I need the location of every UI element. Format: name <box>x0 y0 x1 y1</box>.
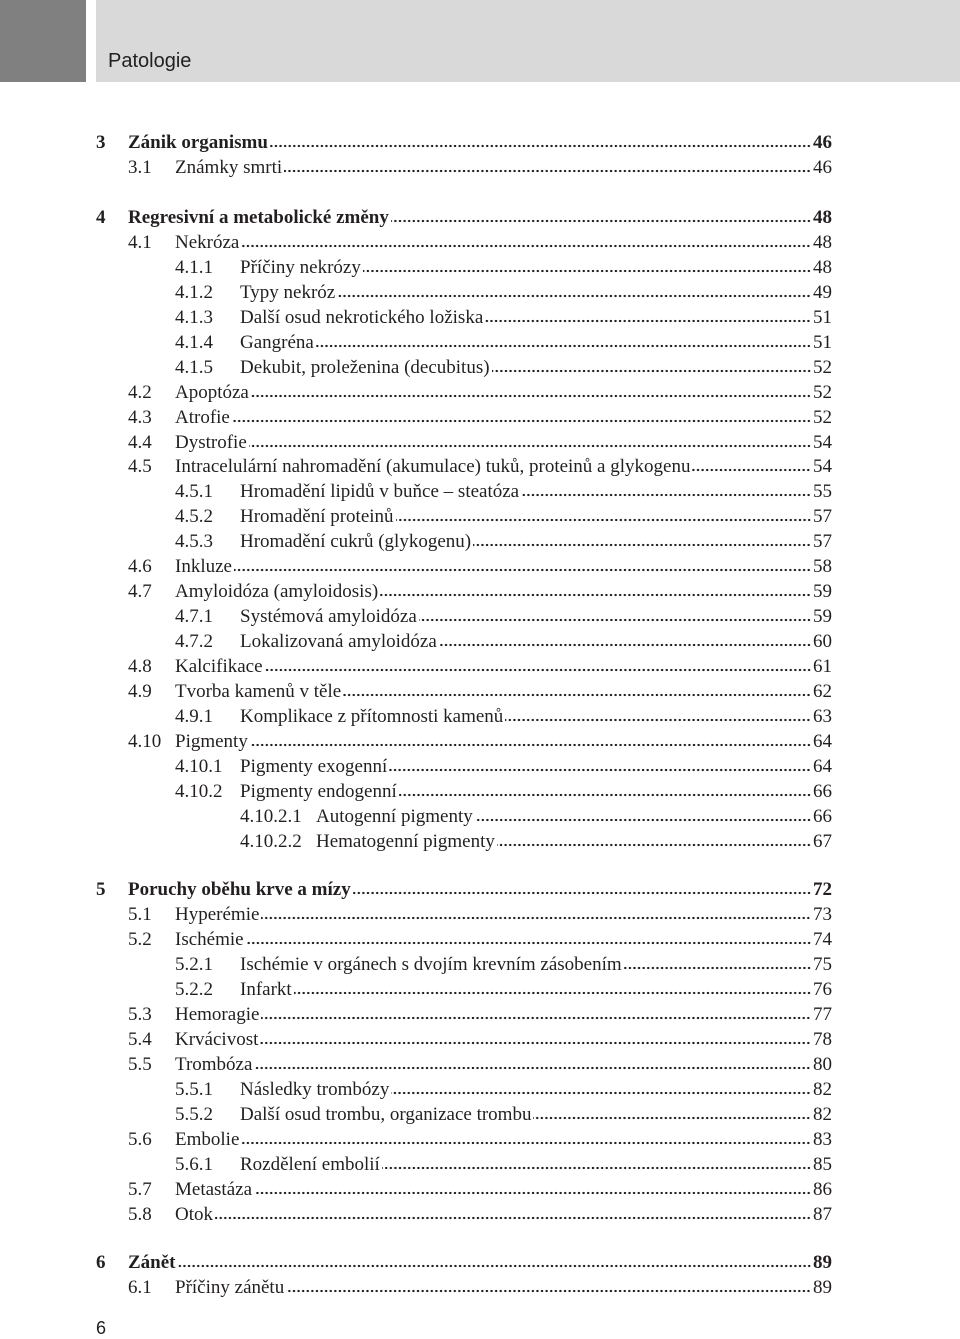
toc-entry <box>175 330 832 355</box>
dot-leader <box>286 1289 811 1293</box>
toc-entry-page: 58 <box>813 556 832 577</box>
dot-leader <box>261 916 811 920</box>
dot-leader <box>265 668 811 672</box>
toc-entry-number: 5.3 <box>128 1004 152 1025</box>
dot-leader <box>260 1041 811 1045</box>
toc-entry-page: 66 <box>813 806 832 827</box>
toc-entry <box>128 430 832 455</box>
toc-entry <box>175 280 832 305</box>
toc-entry <box>128 1027 832 1052</box>
toc-entry-title: Nekróza <box>175 232 240 253</box>
toc-entry-title: Inkluze <box>175 556 232 577</box>
toc-entry-title: Ischémie v orgánech s dvojím krevním zásobením <box>240 954 622 975</box>
toc-entry <box>175 629 832 654</box>
toc-entry <box>175 704 832 729</box>
dot-leader <box>284 169 811 173</box>
toc-entry-title: Pigmenty exogenní <box>240 756 388 777</box>
toc-entry-title: Hematogenní pigmenty <box>316 831 495 852</box>
toc-entry-title: Autogenní pigmenty <box>316 806 473 827</box>
toc-entry-title: Následky trombózy <box>240 1079 390 1100</box>
toc-entry-number: 4 <box>96 207 106 228</box>
toc-entry-page: 64 <box>813 756 832 777</box>
dot-leader <box>241 244 811 248</box>
toc-entry <box>96 130 832 155</box>
toc-entry-number: 4.6 <box>128 556 152 577</box>
dot-leader <box>232 419 811 423</box>
toc-entry-number: 5 <box>96 879 106 900</box>
toc-entry-page: 78 <box>813 1029 832 1050</box>
toc-entry-title: Dystrofie <box>175 432 247 453</box>
dot-leader <box>492 369 811 373</box>
dot-leader <box>178 1264 812 1268</box>
toc-entry-page: 61 <box>813 656 832 677</box>
toc-entry-title: Hemoragie <box>175 1004 260 1025</box>
toc-entry <box>128 1177 832 1202</box>
toc-entry-title: Ischémie <box>175 929 244 950</box>
dot-leader <box>391 219 811 223</box>
toc-entry <box>128 579 832 604</box>
toc-entry-title: Příčiny nekrózy <box>240 257 361 278</box>
toc-entry <box>128 1202 832 1227</box>
toc-entry-page: 63 <box>813 706 832 727</box>
dot-leader <box>234 568 811 572</box>
dot-leader <box>475 818 811 822</box>
toc-entry <box>175 305 832 330</box>
dot-leader <box>316 344 811 348</box>
toc-entry <box>175 604 832 629</box>
toc-entry <box>175 1077 832 1102</box>
toc-entry-title: Lokalizovaná amyloidóza <box>240 631 437 652</box>
toc-entry <box>175 952 832 977</box>
toc-entry-number: 6.1 <box>128 1277 152 1298</box>
dot-leader <box>251 394 811 398</box>
dot-leader <box>624 966 811 970</box>
toc-entry-number: 5.6.1 <box>175 1154 213 1175</box>
toc-entry <box>240 829 832 854</box>
toc-entry-number: 3.1 <box>128 157 152 178</box>
running-header-title: Patologie <box>108 50 192 72</box>
toc-entry-number: 6 <box>96 1252 106 1273</box>
toc-entry-title: Známky smrti <box>175 157 283 178</box>
toc-entry-title: Embolie <box>175 1129 240 1150</box>
toc-entry-title: Infarkt <box>240 979 292 1000</box>
toc-entry-title: Metastáza <box>175 1179 253 1200</box>
toc-entry-page: 87 <box>813 1204 832 1225</box>
toc-entry-number: 5.7 <box>128 1179 152 1200</box>
toc-entry-title: Rozdělení embolií <box>240 1154 380 1175</box>
dot-leader <box>254 1066 811 1070</box>
toc-entry-title: Komplikace z přítomnosti kamenů <box>240 706 504 727</box>
toc-entry-page: 85 <box>813 1154 832 1175</box>
toc-entry-page: 67 <box>813 831 832 852</box>
toc-entry-number: 4.9 <box>128 681 152 702</box>
toc-entry <box>128 927 832 952</box>
toc-entry-number: 4.1.5 <box>175 357 213 378</box>
dot-leader <box>692 468 811 472</box>
dot-leader <box>215 1216 811 1220</box>
toc-entry-page: 55 <box>813 481 832 502</box>
toc-entry-number: 5.5 <box>128 1054 152 1075</box>
toc-entry <box>240 804 832 829</box>
toc-entry-number: 4.4 <box>128 432 152 453</box>
dot-leader <box>353 891 811 895</box>
toc-entry-page: 74 <box>813 929 832 950</box>
toc-entry-number: 5.1 <box>128 904 152 925</box>
toc-entry-title: Intracelulární nahromadění (akumulace) tuků, proteinů a glykogenu <box>175 456 691 477</box>
toc-entry-title: Kalcifikace <box>175 656 263 677</box>
toc-entry-number: 5.2.2 <box>175 979 213 1000</box>
toc-entry-page: 82 <box>813 1079 832 1100</box>
toc-entry-number: 5.5.1 <box>175 1079 213 1100</box>
toc-entry-page: 83 <box>813 1129 832 1150</box>
toc-entry <box>128 1052 832 1077</box>
toc-entry-title: Příčiny zánětu <box>175 1277 285 1298</box>
dot-leader <box>380 593 811 597</box>
toc-entry <box>128 155 832 180</box>
dot-leader <box>261 1016 811 1020</box>
toc-entry <box>175 529 832 554</box>
toc-entry-number: 5.5.2 <box>175 1104 213 1125</box>
toc-entry-title: Pigmenty endogenní <box>240 781 397 802</box>
dot-leader <box>521 493 811 497</box>
toc-entry-number: 4.5 <box>128 456 152 477</box>
toc-entry <box>128 679 832 704</box>
toc-entry-page: 86 <box>813 1179 832 1200</box>
toc-entry-page: 48 <box>813 257 832 278</box>
toc-entry-title: Zánět <box>128 1252 176 1273</box>
toc-entry-number: 4.5.3 <box>175 531 213 552</box>
toc-entry-number: 4.10.2.1 <box>240 806 302 827</box>
dot-leader <box>505 718 811 722</box>
toc-entry-page: 62 <box>813 681 832 702</box>
toc-entry-title: Otok <box>175 1204 213 1225</box>
toc-entry-title: Hromadění proteinů <box>240 506 394 527</box>
toc-entry-title: Dekubit, proleženina (decubitus) <box>240 357 490 378</box>
toc-entry-number: 4.1 <box>128 232 152 253</box>
toc-entry-title: Hyperémie <box>175 904 260 925</box>
toc-entry <box>175 1152 832 1177</box>
toc-entry-page: 82 <box>813 1104 832 1125</box>
toc-entry-number: 4.10.1 <box>175 756 223 777</box>
dot-leader <box>419 618 811 622</box>
toc-entry <box>128 1002 832 1027</box>
toc-entry-page: 59 <box>813 581 832 602</box>
toc-entry-title: Pigmenty <box>175 731 248 752</box>
toc-entry-page: 89 <box>813 1277 832 1298</box>
toc-entry-title: Tvorba kamenů v těle <box>175 681 342 702</box>
toc-entry-title: Regresivní a metabolické změny <box>128 207 389 228</box>
toc-entry <box>96 877 832 902</box>
toc-entry-number: 4.5.2 <box>175 506 213 527</box>
toc-entry-title: Gangréna <box>240 332 314 353</box>
toc-entry <box>128 729 832 754</box>
dot-leader <box>399 793 811 797</box>
dot-leader <box>254 1191 811 1195</box>
toc-entry-title: Poruchy oběhu krve a mízy <box>128 879 351 900</box>
toc-entry-page: 57 <box>813 506 832 527</box>
dot-leader <box>294 991 811 995</box>
toc-entry-page: 59 <box>813 606 832 627</box>
toc-entry-title: Hromadění lipidů v buňce – steatóza <box>240 481 520 502</box>
toc-entry <box>128 1275 832 1300</box>
toc-entry-number: 4.10 <box>128 731 162 752</box>
toc-entry-number: 4.7.2 <box>175 631 213 652</box>
toc-entry-page: 51 <box>813 332 832 353</box>
toc-entry-title: Další osud trombu, organizace trombu <box>240 1104 532 1125</box>
toc-entry <box>175 479 832 504</box>
toc-entry <box>128 902 832 927</box>
toc-entry-page: 54 <box>813 456 832 477</box>
toc-entry-page: 72 <box>813 879 832 900</box>
toc-entry <box>175 255 832 280</box>
toc-entry <box>128 654 832 679</box>
toc-entry-title: Apoptóza <box>175 382 249 403</box>
toc-entry <box>175 504 832 529</box>
toc-entry-number: 4.3 <box>128 407 152 428</box>
toc-entry-number: 5.4 <box>128 1029 152 1050</box>
dot-leader <box>533 1116 811 1120</box>
toc-entry-page: 75 <box>813 954 832 975</box>
dot-leader <box>391 1091 811 1095</box>
toc-entry-title: Amyloidóza (amyloidosis) <box>175 581 379 602</box>
toc-entry-page: 51 <box>813 307 832 328</box>
dot-leader <box>473 543 811 547</box>
toc-entry-number: 5.6 <box>128 1129 152 1150</box>
toc-entry-number: 4.1.4 <box>175 332 213 353</box>
toc-entry-page: 73 <box>813 904 832 925</box>
toc-entry-number: 4.1.2 <box>175 282 213 303</box>
toc-entry <box>128 230 832 255</box>
dot-leader <box>439 643 811 647</box>
toc-entry-number: 4.10.2.2 <box>240 831 302 852</box>
toc-entry-title: Hromadění cukrů (glykogenu) <box>240 531 472 552</box>
toc-entry <box>128 554 832 579</box>
toc-entry-page: 76 <box>813 979 832 1000</box>
toc-entry-page: 54 <box>813 432 832 453</box>
toc-entry <box>175 977 832 1002</box>
dot-leader <box>396 518 811 522</box>
toc-entry <box>128 454 832 479</box>
toc-entry-number: 4.2 <box>128 382 152 403</box>
dot-leader <box>246 941 811 945</box>
toc-entry-number: 5.2.1 <box>175 954 213 975</box>
dot-leader <box>363 269 811 273</box>
dot-leader <box>250 743 811 747</box>
dot-leader <box>343 693 811 697</box>
dot-leader <box>241 1141 811 1145</box>
toc-entry-title: Systémová amyloidóza <box>240 606 417 627</box>
toc-entry <box>96 205 832 230</box>
toc-entry-number: 4.10.2 <box>175 781 223 802</box>
dot-leader <box>382 1166 811 1170</box>
toc-entry-page: 64 <box>813 731 832 752</box>
toc-entry-page: 57 <box>813 531 832 552</box>
toc-entry-number: 5.2 <box>128 929 152 950</box>
toc-entry <box>175 355 832 380</box>
toc-entry-number: 4.5.1 <box>175 481 213 502</box>
toc-entry-number: 3 <box>96 132 106 153</box>
toc-entry <box>128 380 832 405</box>
toc-entry-number: 4.8 <box>128 656 152 677</box>
toc-entry-page: 48 <box>813 207 832 228</box>
toc-entry <box>175 1102 832 1127</box>
toc-entry-title: Trombóza <box>175 1054 253 1075</box>
toc-entry-number: 4.7.1 <box>175 606 213 627</box>
toc-entry-title: Typy nekróz <box>240 282 336 303</box>
toc-entry-number: 4.1.1 <box>175 257 213 278</box>
toc-entry-page: 52 <box>813 382 832 403</box>
toc-entry-page: 80 <box>813 1054 832 1075</box>
toc-entry-title: Atrofie <box>175 407 230 428</box>
toc-entry-title: Další osud nekrotického ložiska <box>240 307 484 328</box>
toc-entry <box>96 1250 832 1275</box>
toc-entry-title: Zánik organismu <box>128 132 268 153</box>
dot-leader <box>497 843 811 847</box>
toc-entry-page: 60 <box>813 631 832 652</box>
toc-entry-page: 77 <box>813 1004 832 1025</box>
dot-leader <box>249 444 811 448</box>
dot-leader <box>337 294 811 298</box>
toc-entry-page: 49 <box>813 282 832 303</box>
toc-entry-title: Krvácivost <box>175 1029 259 1050</box>
toc-entry-page: 52 <box>813 357 832 378</box>
toc-entry-number: 4.1.3 <box>175 307 213 328</box>
dot-leader <box>389 768 811 772</box>
toc-entry <box>175 779 832 804</box>
toc-entry-number: 5.8 <box>128 1204 152 1225</box>
toc-entry-number: 4.9.1 <box>175 706 213 727</box>
page-number: 6 <box>96 1318 107 1338</box>
toc-entry-page: 46 <box>813 157 832 178</box>
toc-entry-page: 89 <box>813 1252 832 1273</box>
toc-entry <box>175 754 832 779</box>
toc-entry <box>128 1127 832 1152</box>
dot-leader <box>270 144 811 148</box>
toc-entry-page: 66 <box>813 781 832 802</box>
toc-entry-page: 52 <box>813 407 832 428</box>
toc-entry <box>128 405 832 430</box>
toc-entry-page: 46 <box>813 132 832 153</box>
dot-leader <box>485 319 811 323</box>
toc-entry-page: 48 <box>813 232 832 253</box>
toc-entry-number: 4.7 <box>128 581 152 602</box>
